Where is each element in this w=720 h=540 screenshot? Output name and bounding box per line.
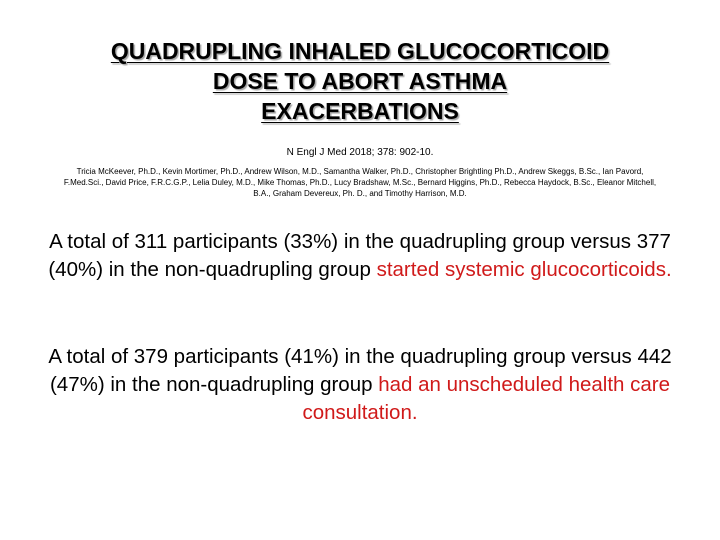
finding-2-text: A total of 379 participants (41%) in the quadrupling group versus 442 (47%) in the non-quadrupling group <box>48 345 672 396</box>
finding-paragraph-2 <box>30 343 690 427</box>
title-line-1: QUADRUPLING INHALED GLUCOCORTICOID <box>110 38 610 64</box>
finding-1-text: A total of 311 participants (33%) in the quadrupling group versus 377 (40%) in the non-quadrupling group <box>48 230 671 281</box>
slide-title <box>40 36 680 126</box>
title-line-2: DOSE TO ABORT ASTHMA <box>212 68 508 94</box>
finding-2-highlight: had an unscheduled health care consultation. <box>302 373 671 424</box>
finding-paragraph-1 <box>30 228 690 284</box>
title-line-3: EXACERBATIONS <box>261 98 459 124</box>
journal-citation: N Engl J Med 2018; 378: 902-10. <box>286 147 434 158</box>
finding-1-highlight: started systemic glucocorticoids. <box>376 258 672 281</box>
author-list: Tricia McKeever, Ph.D., Kevin Mortimer, Ph.D., Andrew Wilson, M.D., Samantha Walker, Ph.D., Christopher Brightling Ph.D., Andrew Skeggs, B.Sc., Ian Pavord, F.Med.Sci., David Price, F.R.C.G.P., Lelia Duley, M.D., Mike Thomas, Ph.D., Lucy Bradshaw, M.Sc., Bernard Higgins, Ph.D., Rebecca Haydock, B.Sc., Eleanor Mitchell, B.A., Graham Devereux, Ph. D., and Timothy Harrison, M.D. <box>63 167 657 198</box>
